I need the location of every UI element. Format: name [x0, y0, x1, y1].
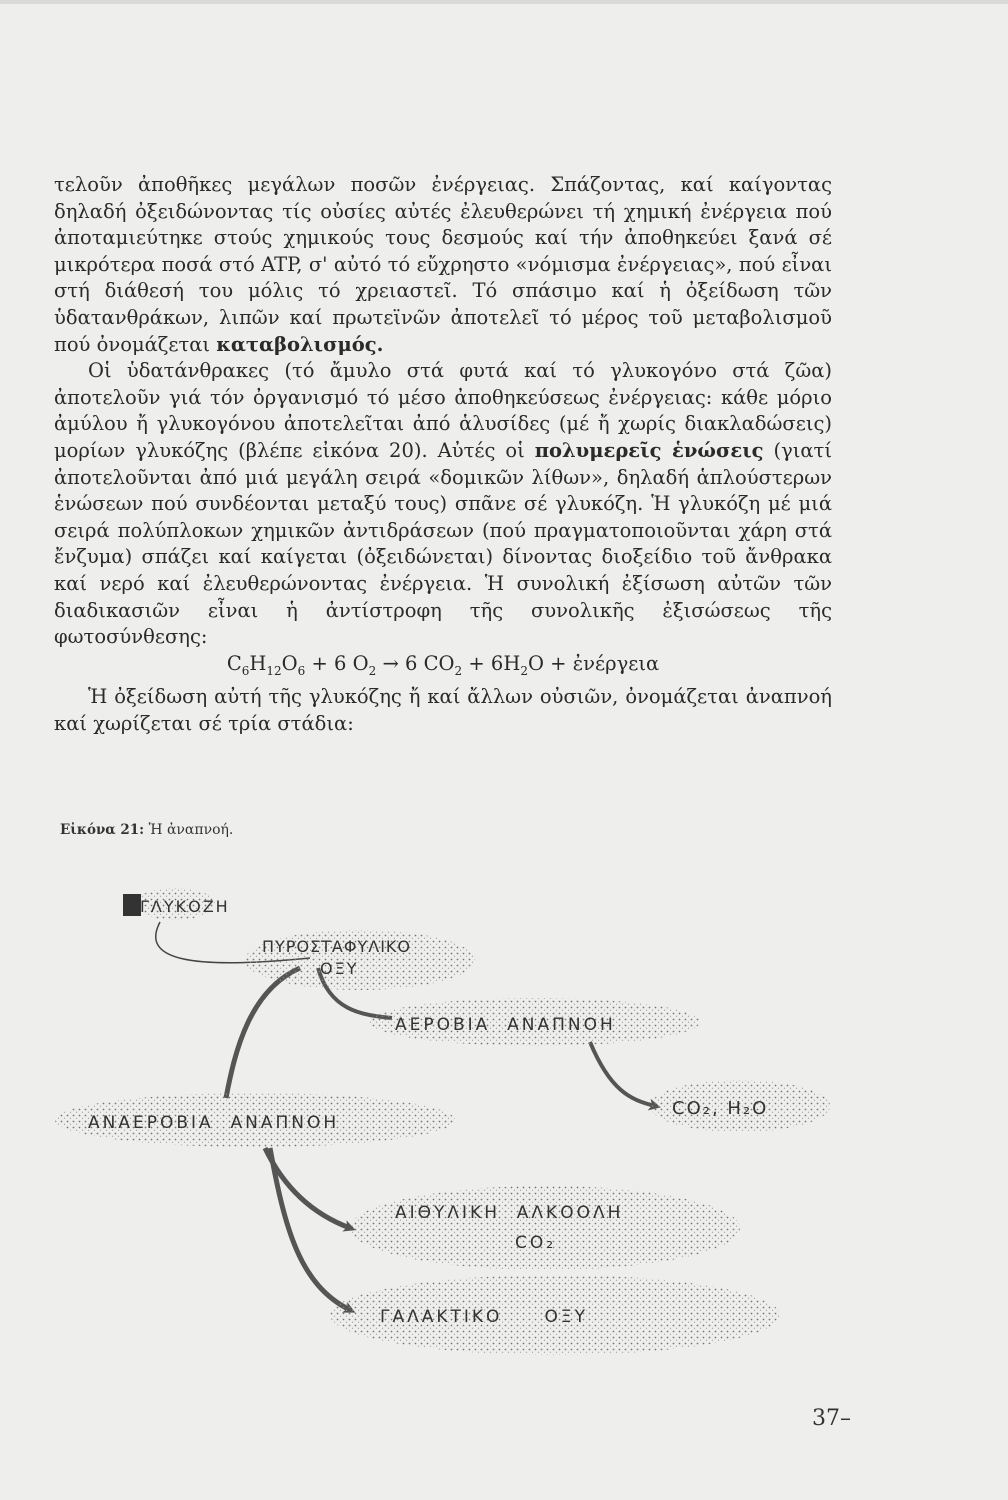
page-number: 37–	[812, 1406, 851, 1431]
arrow-to-co2-h2o	[590, 1042, 655, 1106]
ethanol-co2-label: CO₂	[515, 1233, 557, 1253]
page-top-edge	[0, 0, 1008, 4]
paragraph-2	[54, 358, 832, 651]
co2-h2o-label: CO₂, H₂O	[672, 1098, 769, 1119]
lactic-acid-label: ΓΑΛΑΚΤΙΚΟ ΟΞΥ	[380, 1307, 588, 1327]
term-catabolism: καταβολισμός.	[216, 332, 384, 356]
paragraph-2-text-b: (γιατί ἀποτελοῦνται ἀπό μιά μεγάλη σειρά «δομικῶν λίθων», δηλαδή ἁπλούστερων ἑνώσεων πού συνδέονται μεταξύ τους) σπᾶνε σέ γλυκόζη. Ἡ γλυκόζη μέ μιά σειρά πολύπλοκων χημικῶν ἀντιδράσεων (πού πραγματοποιοῦνται χάρη στά ἔνζυμα) σπάζει καί καίγεται (ὀξειδώνεται) δίνοντας διοξείδιο τοῦ ἄνθρακα καί νερό καί ἐλευθερώνοντας ἐνέργεια. Ἡ συνολική ἐξίσωση αὐτῶν τῶν διαδικασιῶν εἶναι ἡ ἀντίστροφη τῆς συνολικῆς ἐξισώσεως τῆς φωτοσύνθεσης:	[54, 438, 832, 649]
figure-title: Ἡ ἀναπνοή.	[148, 822, 234, 838]
figure-caption	[60, 822, 233, 838]
ethanol-label: ΑΙΘΥΛΙΚΗ ΑΛΚΟΟΛΗ	[395, 1203, 624, 1223]
pyruvic-acid-label-1: ΠΥΡΟΣΤΑΦΥΛΙΚΟ	[262, 937, 411, 956]
paragraph-1-text: τελοῦν ἀποθῆκες μεγάλων ποσῶν ἐνέργειας. Σπάζοντας, καί καίγοντας δηλαδή ὀξειδώνοντας τίς οὐσίες αὐτές ἐλευθερώνει τή χημική ἐνέργεια πού ἀποταμιεύτηκε στούς χημικούς τους δεσμούς καί τήν ἀποθηκεύει ξανά σέ μικρότερα ποσά στό ATP, σ' αὐτό τό εὔχρηστο «νόμισμα ἐνέργειας», πού εἶναι στή διάθεσή του μόλις τό χρειαστεῖ. Τό σπάσιμο καί ἡ ὀξείδωση τῶν ὑδατανθράκων, λιπῶν καί πρωτεϊνῶν ἀποτελεῖ τό μέρος τοῦ μεταβολισμοῦ πού ὀνομάζεται	[54, 173, 832, 356]
paragraph-2-text-a: Οἱ ὑδατάνθρακες (τό ἄμυλο στά φυτά καί τό γλυκογόνο στά ζῶα) ἀποτελοῦν γιά τόν ὀργανισμό τό μέσο ἀποθηκεύσεως ἐνέργειας: κάθε μόριο ἀμύλου ἤ γλυκογόνου ἀποτελεῖται ἀπό ἁλυσίδες (μέ ἤ χωρίς διακλαδώσεις) μορίων γλυκόζης (βλέπε εἰκόνα 20). Αὐτές οἱ	[54, 359, 832, 462]
paragraph-1	[54, 172, 832, 358]
anaerobic-respiration-label: ΑΝΑΕΡΟΒΙΑ ΑΝΑΠΝΟΗ	[88, 1113, 340, 1133]
aerobic-respiration-label: ΑΕΡΟΒΙΑ ΑΝΑΠΝΟΗ	[395, 1015, 616, 1035]
glucose-label: ΓΛΥΚΟΖΗ	[140, 897, 230, 916]
respiration-diagram	[0, 850, 1008, 1370]
body-text	[54, 172, 832, 737]
paragraph-3: Ἡ ὀξείδωση αὐτή τῆς γλυκόζης ἤ καί ἄλλων οὐσιῶν, ὀνομάζεται ἀναπνοή καί χωρίζεται σέ τρία στάδια:	[54, 685, 832, 735]
term-polymeric-compounds: πολυμερεῖς ἑνώσεις	[534, 438, 764, 462]
arrow-to-anaerobic	[226, 968, 300, 1098]
figure-label: Εἰκόνα 21:	[60, 822, 145, 838]
respiration-equation: $C_6H_{12}O_6 + 6$ $O_2 \to 6$ $CO_2 + 6H_2O$ + ἐνέργεια	[226, 651, 660, 678]
pyruvic-acid-label-2: ΟΞΥ	[320, 959, 359, 978]
arrow-to-lactic	[270, 1148, 350, 1310]
ethanol-blob	[350, 1186, 740, 1270]
glucose-cut-edge	[123, 894, 141, 916]
